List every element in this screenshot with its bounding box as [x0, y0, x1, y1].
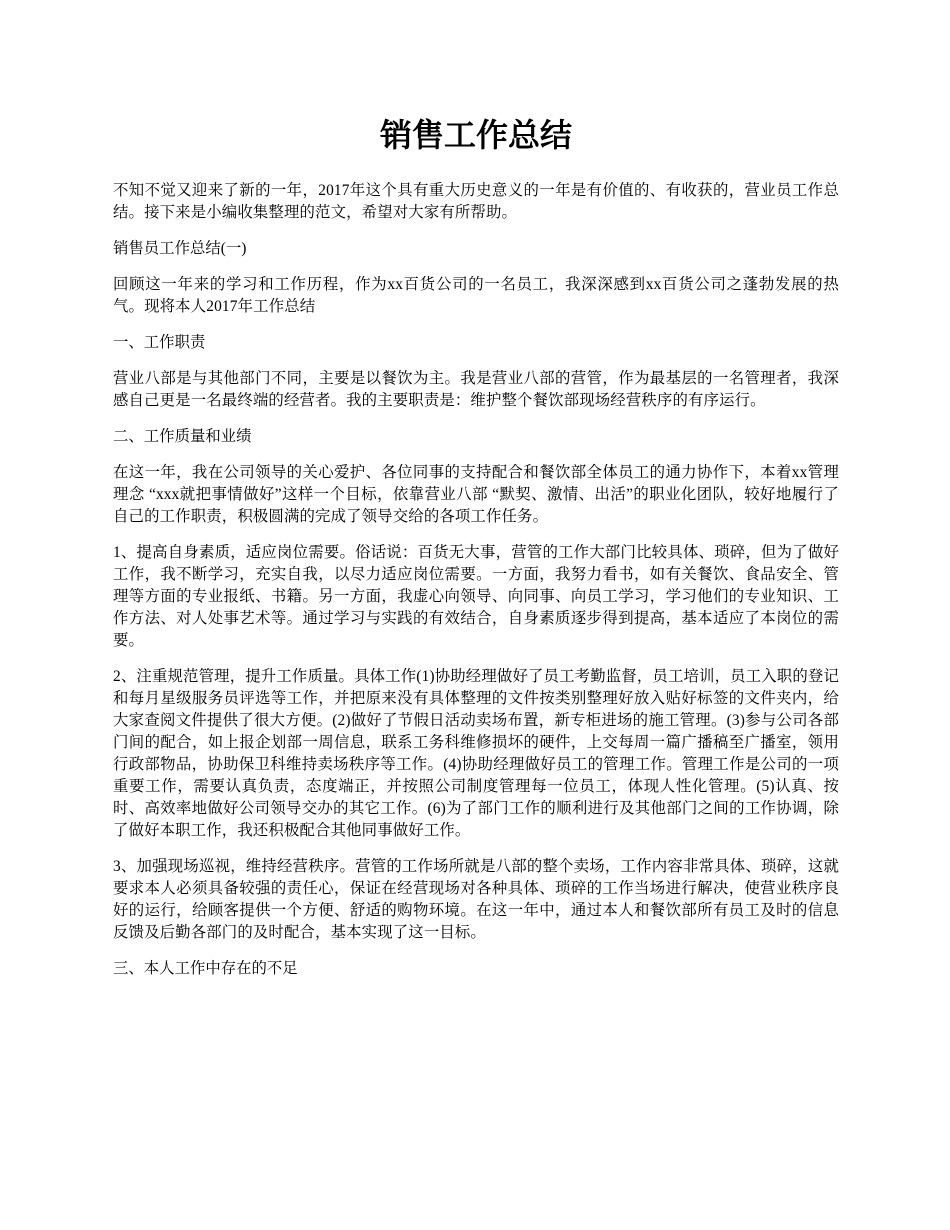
intro-paragraph: 不知不觉又迎来了新的一年，2017年这个具有重大历史意义的一年是有价值的、有收获的，营业员工作总结。接下来是小编收集整理的范文，希望对大家有所帮助。 — [113, 182, 839, 221]
document-page — [113, 112, 839, 994]
section-heading-shortcomings: 三、本人工作中存在的不足 — [113, 960, 298, 977]
item-2-paragraph: 2、注重规范管理，提升工作质量。具体工作(1)协助经理做好了员工考勤监督，员工培训，员工入职的登记和每月星级服务员评选等工作，并把原来没有具体整理的文件按类别整理好放入贴好标签的文件夹内，给大家查阅文件提供了很大方便。(2)做好了节假日活动卖场布置，新专柜进场的施工管理。(3)参与公司各部门间的配合，如上报企划部一周信息，联系工务科维修损坏的硬件，上交每周一篇广播稿至广播室，领用行政部物品，协助保卫科维持卖场秩序等工作。(4)协助经理做好员工的管理工作。管理工作是公司的一项重要工作，需要认真负责，态度端正，并按照公司制度管理每一位员工，体现人性化管理。(5)认真、按时、高效率地做好公司领导交办的其它工作。(6)为了部门工作的顺利进行及其他部门之间的工作协调，除了做好本职工作，我还积极配合其他同事做好工作。 — [113, 668, 839, 839]
duties-paragraph: 营业八部是与其他部门不同，主要是以餐饮为主。我是营业八部的营管，作为最基层的一名管理者，我深感自己更是一名最终端的经营者。我的主要职责是：维护整个餐饮部现场经营秩序的有序运行。 — [113, 370, 839, 409]
review-paragraph: 回顾这一年来的学习和工作历程，作为xx百货公司的一名员工，我深深感到xx百货公司之蓬勃发展的热气。现将本人2017年工作总结 — [113, 276, 839, 315]
performance-paragraph: 在这一年，我在公司领导的关心爱护、各位同事的支持配合和餐饮部全体员工的通力协作下，本着xx管理理念 “xxx就把事情做好”这样一个目标，依靠营业八部 “默契、激情、出活”的职业化团队，较好地履行了自己的工作职责，积极圆满的完成了领导交给的各项工作任务。 — [113, 464, 839, 525]
item-3-paragraph: 3、加强现场巡视，维持经营秩序。营管的工作场所就是八部的整个卖场，工作内容非常具体、琐碎，这就要求本人必须具备较强的责任心，保证在经营现场对各种具体、琐碎的工作当场进行解决，使营业秩序良好的运行，给顾客提供一个方便、舒适的购物环境。在这一年中，通过本人和餐饮部所有员工及时的信息反馈及后勤各部门的及时配合，基本实现了这一目标。 — [113, 858, 839, 941]
item-1-paragraph: 1、提高自身素质，适应岗位需要。俗话说：百货无大事，营管的工作大部门比较具体、琐碎，但为了做好工作，我不断学习，充实自我，以尽力适应岗位需要。一方面，我努力看书，如有关餐饮、食品安全、管理等方面的专业报纸、书籍。另一方面，我虚心向领导、向同事、向员工学习，学习他们的专业知识、工作方法、对人处事艺术等。通过学习与实践的有效结合，自身素质逐步得到提高，基本适应了本岗位的需要。 — [113, 544, 839, 649]
section-heading-duties: 一、工作职责 — [113, 334, 206, 351]
section-heading-performance: 二、工作质量和业绩 — [113, 428, 252, 445]
document-title: 销售工作总结 — [379, 116, 572, 154]
section-heading-part-one: 销售员工作总结(一) — [113, 240, 247, 257]
